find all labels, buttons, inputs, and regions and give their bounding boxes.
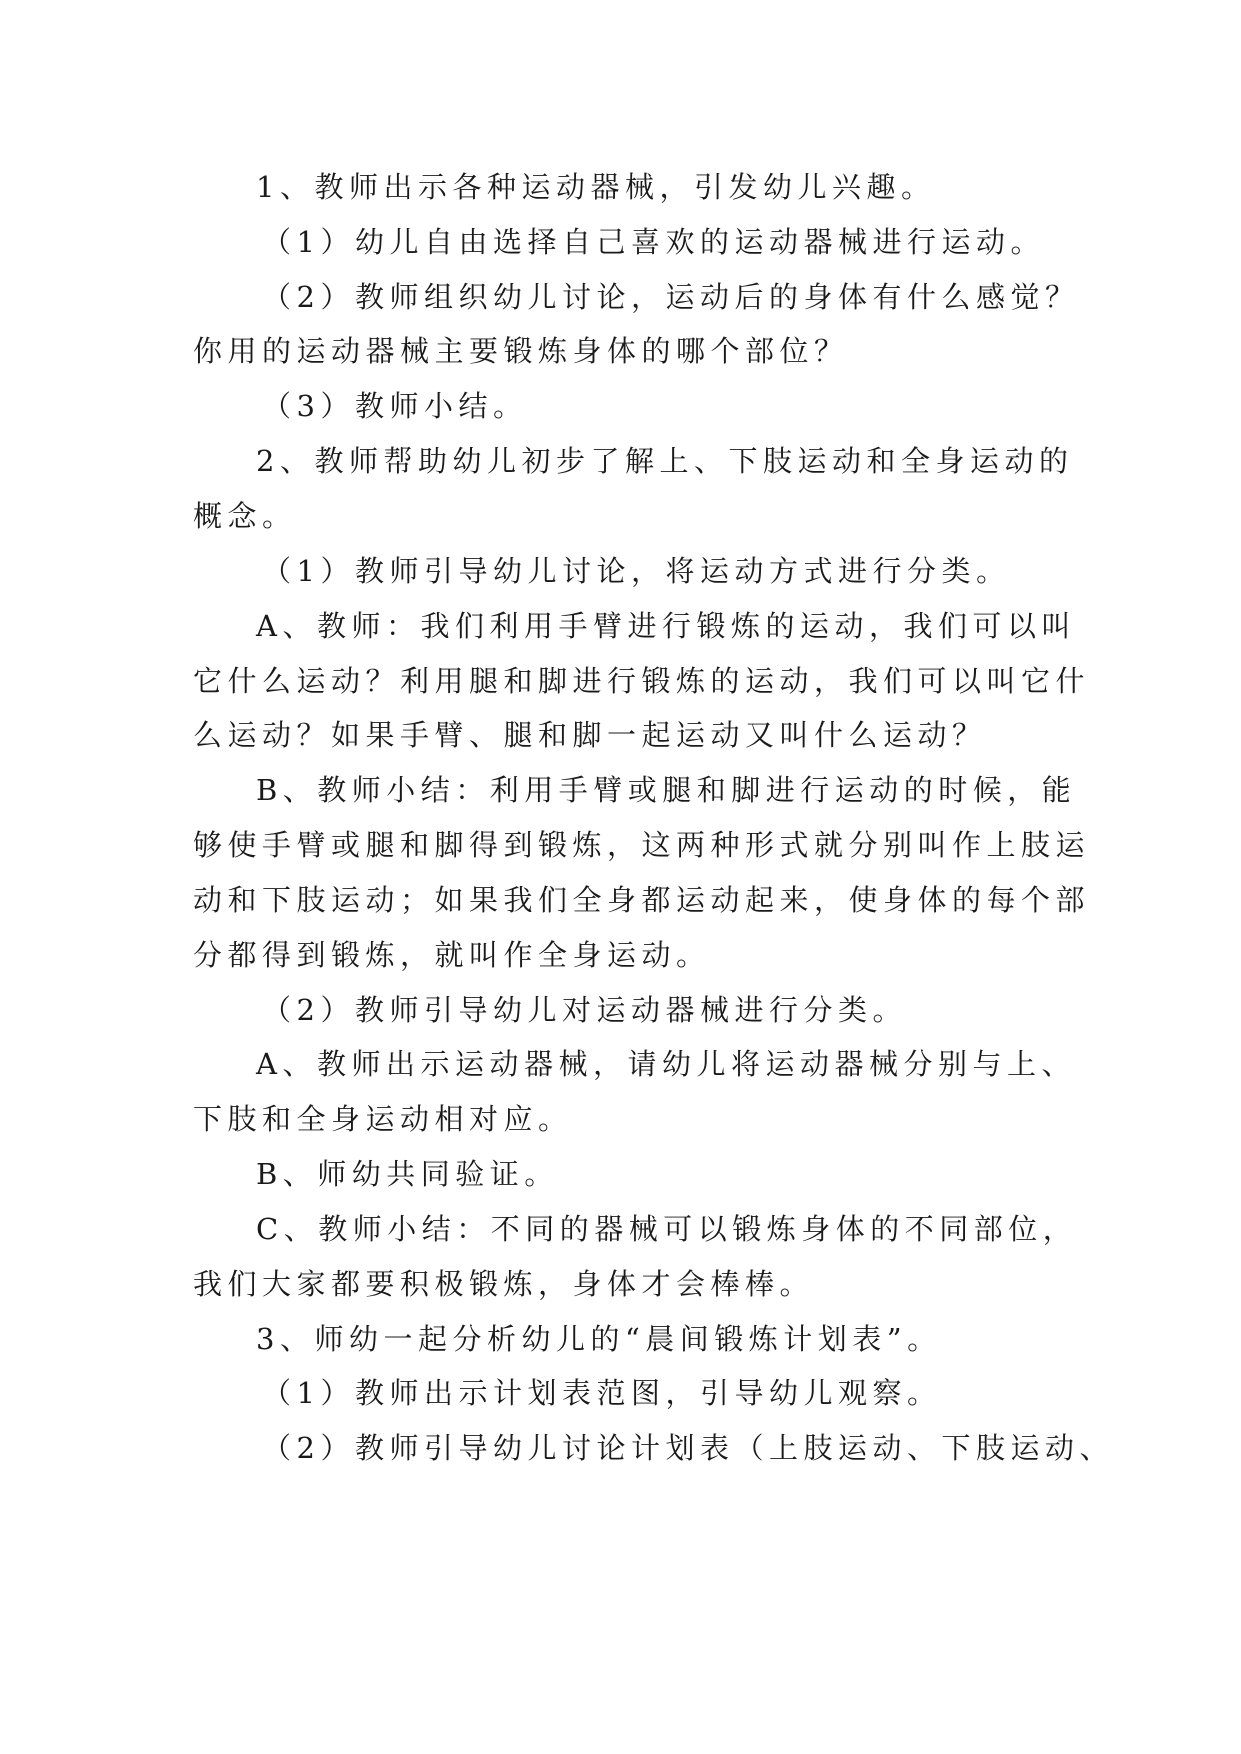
step-3-item-2: （2）教师引导幼儿讨论计划表（上肢运动、下肢运动、 xyxy=(262,1431,1114,1465)
step-1-item-2-cont: 你用的运动器械主要锻炼身体的哪个部位？ xyxy=(193,334,849,368)
step-2-item-2-b: B、师幼共同验证。 xyxy=(256,1157,559,1191)
step-2-item-1-b-cont-1: 够使手臂或腿和脚得到锻炼，这两种形式就分别叫作上肢运 xyxy=(193,828,1091,862)
step-1-item-1: （1）幼儿自由选择自己喜欢的运动器械进行运动。 xyxy=(262,225,1045,259)
step-2-item-2-c: C、教师小结：不同的器械可以锻炼身体的不同部位， xyxy=(256,1212,1078,1246)
step-2-item-1-a-cont-2: 么运动？如果手臂、腿和脚一起运动又叫什么运动？ xyxy=(193,718,987,752)
step-2-item-1: （1）教师引导幼儿讨论，将运动方式进行分类。 xyxy=(262,554,1011,588)
step-2-item-2-c-cont: 我们大家都要积极锻炼，身体才会棒棒。 xyxy=(193,1267,815,1301)
step-1-item-2: （2）教师组织幼儿讨论，运动后的身体有什么感觉？ xyxy=(262,280,1080,314)
step-3-heading: 3、师幼一起分析幼儿的“晨间锻炼计划表”。 xyxy=(256,1322,942,1356)
step-2-item-1-b: B、教师小结：利用手臂或腿和脚进行运动的时候，能 xyxy=(256,773,1077,807)
step-3-item-1: （1）教师出示计划表范图，引导幼儿观察。 xyxy=(262,1376,942,1410)
step-2-item-2: （2）教师引导幼儿对运动器械进行分类。 xyxy=(262,993,907,1027)
step-2-heading: 2、教师帮助幼儿初步了解上、下肢运动和全身运动的 xyxy=(256,444,1074,478)
step-1-item-3: （3）教师小结。 xyxy=(262,389,528,423)
step-2-item-1-a: A、教师：我们利用手臂进行锻炼的运动，我们可以叫 xyxy=(256,609,1076,643)
step-2-item-1-b-cont-2: 动和下肢运动；如果我们全身都运动起来，使身体的每个部 xyxy=(193,883,1091,917)
step-2-item-2-a: A、教师出示运动器械，请幼儿将运动器械分别与上、 xyxy=(256,1047,1076,1081)
step-2-heading-cont: 概念。 xyxy=(193,499,297,533)
step-2-item-1-b-cont-3: 分都得到锻炼，就叫作全身运动。 xyxy=(193,938,711,972)
step-2-item-2-a-cont: 下肢和全身运动相对应。 xyxy=(193,1102,573,1136)
step-2-item-1-a-cont-1: 它什么运动？利用腿和脚进行锻炼的运动，我们可以叫它什 xyxy=(193,664,1091,698)
step-1-heading: 1、教师出示各种运动器械，引发幼儿兴趣。 xyxy=(256,170,936,204)
